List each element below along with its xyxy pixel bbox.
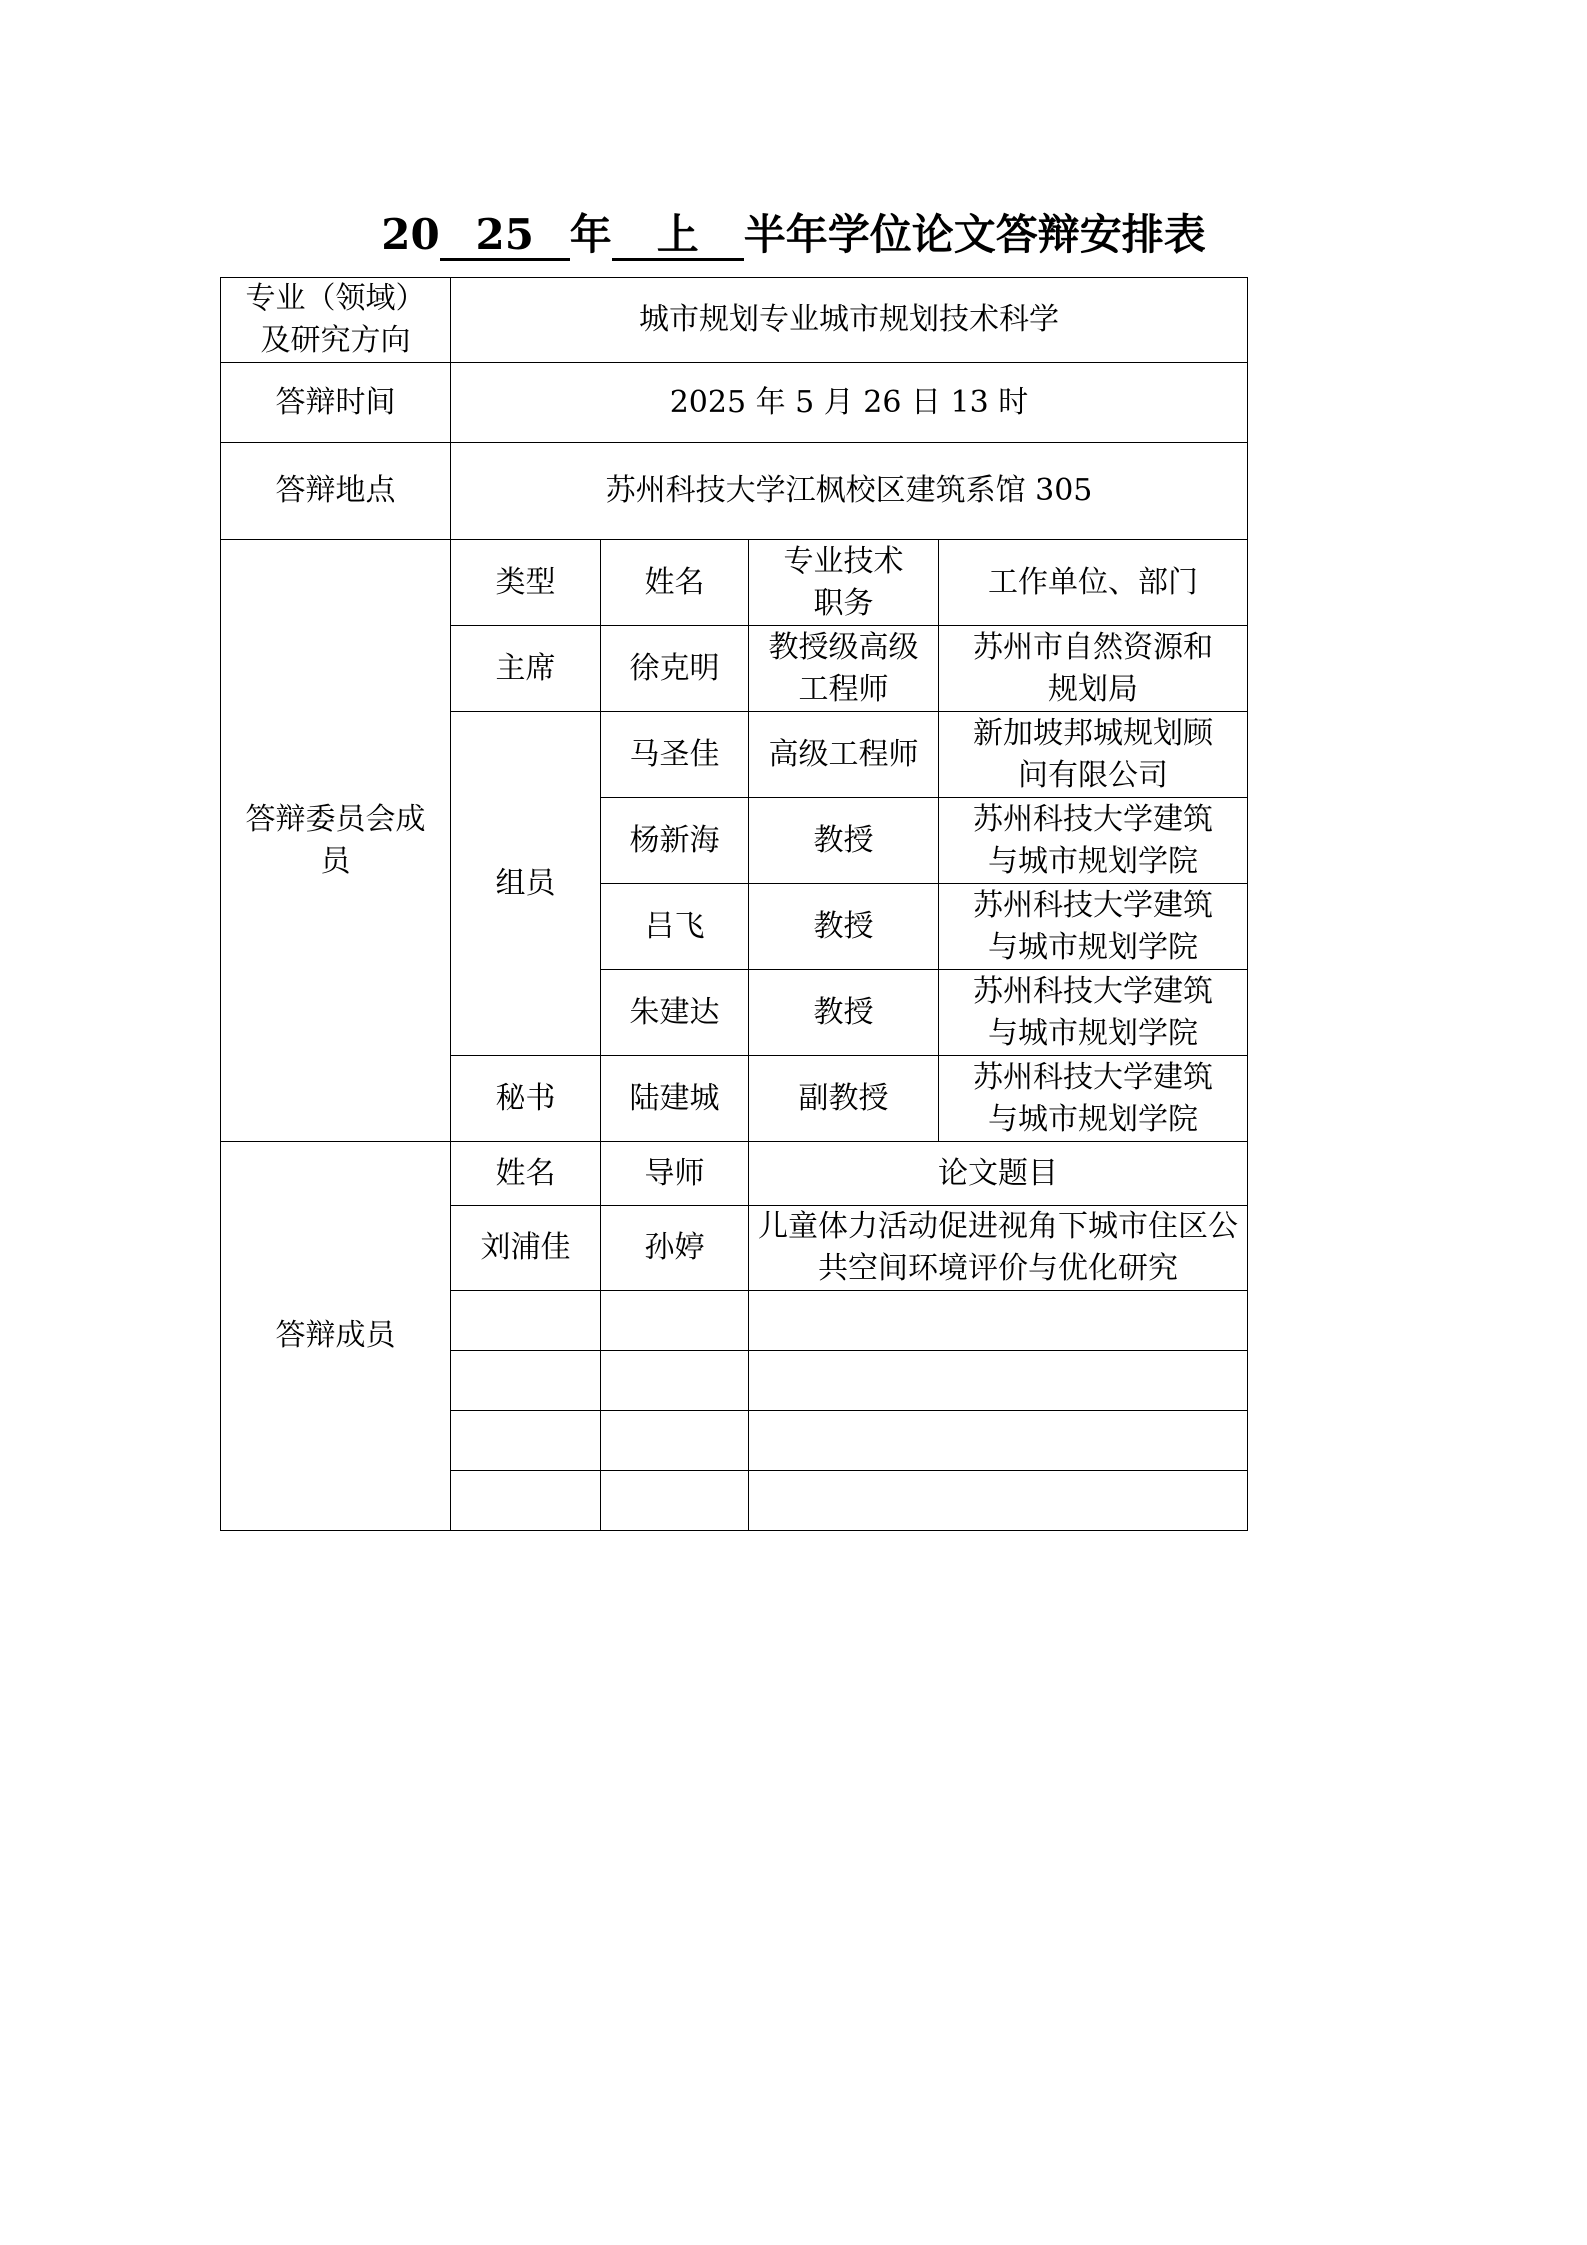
member-unit: 苏州科技大学建筑与城市规划学院 — [939, 798, 1248, 884]
member-unit: 苏州科技大学建筑与城市规划学院 — [939, 970, 1248, 1056]
chair-title: 教授级高级工程师 — [749, 626, 939, 712]
committee-label: 答辩委员会成员 — [221, 540, 451, 1142]
empty-cell — [749, 1471, 1248, 1531]
defender-advisor: 孙婷 — [601, 1206, 749, 1291]
committee-header-type: 类型 — [451, 540, 601, 626]
secretary-title: 副教授 — [749, 1056, 939, 1142]
empty-cell — [451, 1291, 601, 1351]
page-title — [0, 205, 1587, 265]
member-title: 教授 — [749, 798, 939, 884]
member-name: 杨新海 — [601, 798, 749, 884]
title-year-blank: 25 — [440, 212, 570, 261]
major-row — [221, 278, 1248, 363]
member-name: 吕飞 — [601, 884, 749, 970]
place-label: 答辩地点 — [221, 443, 451, 540]
empty-cell — [601, 1291, 749, 1351]
empty-cell — [749, 1291, 1248, 1351]
committee-header-unit: 工作单位、部门 — [939, 540, 1248, 626]
empty-cell — [601, 1351, 749, 1411]
member-unit: 新加坡邦城规划顾问有限公司 — [939, 712, 1248, 798]
time-value: 2025 年 5 月 26 日 13 时 — [451, 363, 1248, 443]
major-value: 城市规划专业城市规划技术科学 — [451, 278, 1248, 363]
defender-thesis: 儿童体力活动促进视角下城市住区公共空间环境评价与优化研究 — [749, 1206, 1248, 1291]
title-year-word: 年 — [569, 210, 612, 259]
time-label: 答辩时间 — [221, 363, 451, 443]
member-title: 高级工程师 — [749, 712, 939, 798]
committee-header-title: 专业技术职务 — [749, 540, 939, 626]
empty-cell — [451, 1411, 601, 1471]
members-type: 组员 — [451, 712, 601, 1056]
defender-header-thesis: 论文题目 — [749, 1142, 1248, 1206]
defender-header-advisor: 导师 — [601, 1142, 749, 1206]
committee-header-name: 姓名 — [601, 540, 749, 626]
member-unit: 苏州科技大学建筑与城市规划学院 — [939, 884, 1248, 970]
title-suffix: 半年学位论文答辩安排表 — [743, 210, 1206, 259]
time-row — [221, 363, 1248, 443]
empty-cell — [749, 1411, 1248, 1471]
defense-schedule-table — [220, 277, 1248, 1531]
empty-cell — [451, 1351, 601, 1411]
secretary-unit: 苏州科技大学建筑与城市规划学院 — [939, 1056, 1248, 1142]
committee-header-row — [221, 540, 1248, 626]
major-label: 专业（领域） 及研究方向 — [221, 278, 451, 363]
member-title: 教授 — [749, 884, 939, 970]
member-name: 马圣佳 — [601, 712, 749, 798]
empty-cell — [601, 1471, 749, 1531]
member-name: 朱建达 — [601, 970, 749, 1056]
secretary-type: 秘书 — [451, 1056, 601, 1142]
title-year-prefix: 20 — [381, 210, 440, 259]
chair-type: 主席 — [451, 626, 601, 712]
defender-header-row — [221, 1142, 1248, 1206]
place-value: 苏州科技大学江枫校区建筑系馆 305 — [451, 443, 1248, 540]
defender-header-name: 姓名 — [451, 1142, 601, 1206]
empty-cell — [601, 1411, 749, 1471]
empty-cell — [451, 1471, 601, 1531]
defender-name: 刘浦佳 — [451, 1206, 601, 1291]
empty-cell — [749, 1351, 1248, 1411]
title-half-blank: 上 — [612, 212, 744, 261]
member-title: 教授 — [749, 970, 939, 1056]
chair-unit: 苏州市自然资源和规划局 — [939, 626, 1248, 712]
place-row — [221, 443, 1248, 540]
defenders-label: 答辩成员 — [221, 1142, 451, 1531]
chair-name: 徐克明 — [601, 626, 749, 712]
secretary-name: 陆建城 — [601, 1056, 749, 1142]
